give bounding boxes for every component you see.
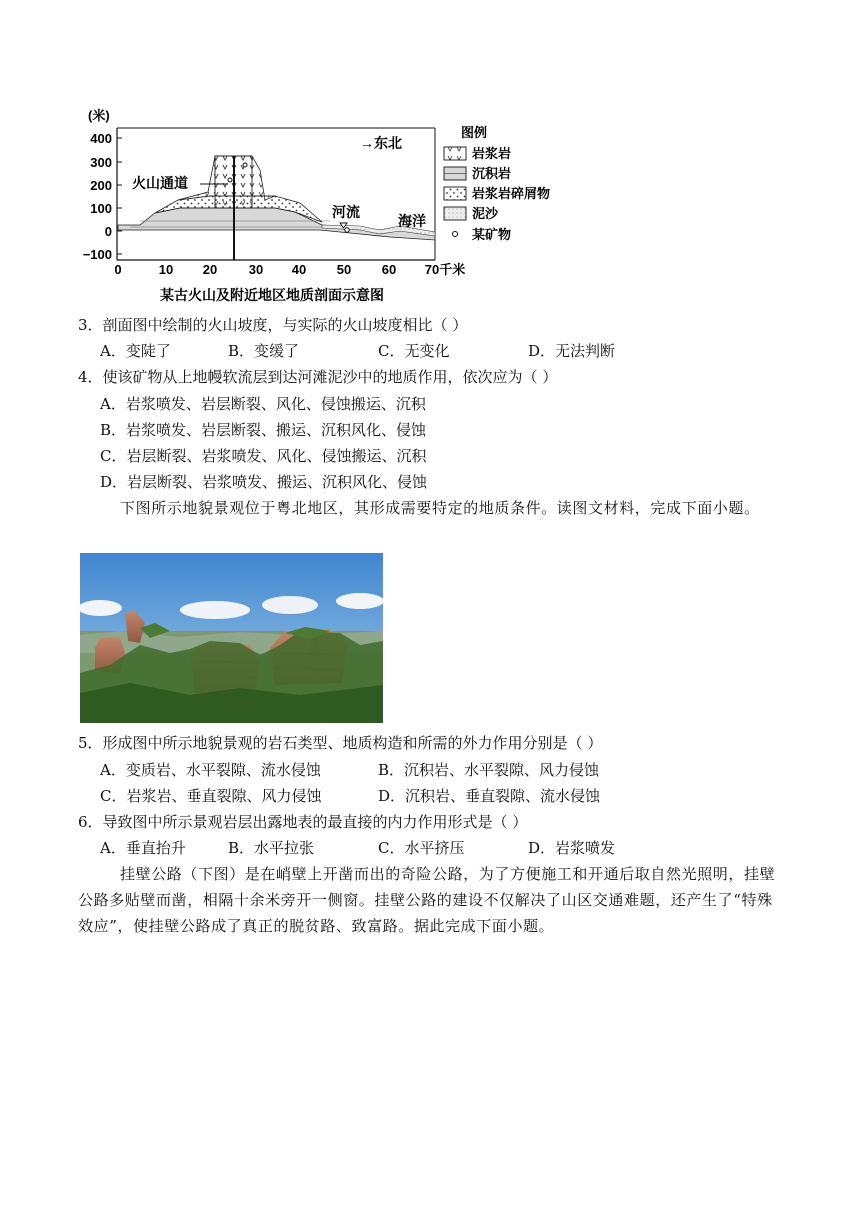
q4-option-d[interactable]: D．岩层断裂、岩浆喷发、搬运、沉积风化、侵蚀 [100, 473, 428, 491]
q3-option-a[interactable]: A．变陡了 [100, 342, 171, 360]
legend-item: 泥沙 [472, 206, 499, 221]
question-3-stem: 3．剖面图中绘制的火山坡度，与实际的火山坡度相比（ ） [78, 316, 468, 334]
x-end-label: 70千米 [424, 262, 466, 277]
q4-option-b[interactable]: B．岩浆喷发、岩层断裂、搬运、沉积风化、侵蚀 [100, 421, 427, 439]
q5-option-b[interactable]: B．沉积岩、水平裂隙、风力侵蚀 [378, 761, 600, 779]
river-label: 河流 [332, 204, 360, 220]
question-4-stem: 4．使该矿物从上地幔软流层到达河滩泥沙中的地质作用，依次应为（ ） [78, 368, 558, 386]
question-5-stem: 5．形成图中所示地貌景观的岩石类型、地质构造和所需的外力作用分别是（ ） [78, 734, 603, 752]
y-tick: 0 [104, 224, 112, 239]
q5-option-d[interactable]: D．沉积岩、垂直裂隙、流水侵蚀 [378, 787, 601, 805]
q5-option-c[interactable]: C．岩浆岩、垂直裂隙、风力侵蚀 [100, 787, 322, 805]
q3-option-b[interactable]: B．变缓了 [228, 342, 300, 360]
legend-item: 沉积岩 [472, 166, 512, 181]
x-tick: 0 [114, 262, 122, 277]
q6-option-a[interactable]: A．垂直抬升 [100, 839, 186, 857]
direction-label: →东北 [360, 135, 402, 151]
figure-caption: 某古火山及附近地区地质剖面示意图 [160, 287, 384, 303]
y-tick: 400 [90, 131, 112, 146]
geologic-profile-figure [60, 100, 580, 310]
sea-label: 海洋 [398, 213, 426, 229]
q3-option-d[interactable]: D．无法判断 [528, 342, 616, 360]
q6-option-b[interactable]: B．水平拉张 [228, 839, 315, 857]
question-6-stem: 6．导致图中所示景观岩层出露地表的最直接的内力作用形式是（ ） [78, 813, 528, 831]
x-tick: 20 [202, 262, 218, 277]
danxia-landform-photo [80, 553, 383, 723]
vent-label: 火山通道 [132, 175, 188, 191]
x-tick: 30 [248, 262, 264, 277]
legend-title: 图例 [461, 125, 488, 140]
intro-paragraph-2: 下图所示地貌景观位于粤北地区，其形成需要特定的地质条件。读图文材料，完成下面小题。 [120, 499, 760, 517]
q3-option-c[interactable]: C．无变化 [378, 342, 450, 360]
intro-paragraph-3: 挂壁公路（下图）是在峭壁上开凿而出的奇险公路，为了方便施工和开通后取自然光照明，挂壁公路多贴壁而凿，相隔十余米旁开一侧窗。挂壁公路的建设不仅解决了山区交通难题，还产生了“特殊效应”，使挂壁公路成了真正的脱贫路、致富路。据此完成下面小题。 [78, 865, 776, 935]
q6-option-c[interactable]: C．水平挤压 [378, 839, 465, 857]
y-tick: 300 [90, 155, 112, 170]
legend-item: 岩浆岩碎屑物 [472, 186, 551, 201]
x-tick: 50 [336, 262, 352, 277]
y-tick: 200 [90, 178, 112, 193]
x-tick: 10 [158, 262, 174, 277]
y-tick: −100 [82, 247, 112, 262]
legend-item: 某矿物 [472, 227, 512, 242]
x-tick: 60 [381, 262, 397, 277]
q5-option-a[interactable]: A．变质岩、水平裂隙、流水侵蚀 [100, 761, 321, 779]
x-tick: 40 [291, 262, 307, 277]
y-unit: (米) [88, 108, 110, 123]
y-tick: 100 [90, 201, 112, 216]
q6-option-d[interactable]: D．岩浆喷发 [528, 839, 616, 857]
q4-option-c[interactable]: C．岩层断裂、岩浆喷发、风化、侵蚀搬运、沉积 [100, 447, 427, 465]
legend-item: 岩浆岩 [472, 146, 512, 161]
q4-option-a[interactable]: A．岩浆喷发、岩层断裂、风化、侵蚀搬运、沉积 [100, 395, 426, 413]
